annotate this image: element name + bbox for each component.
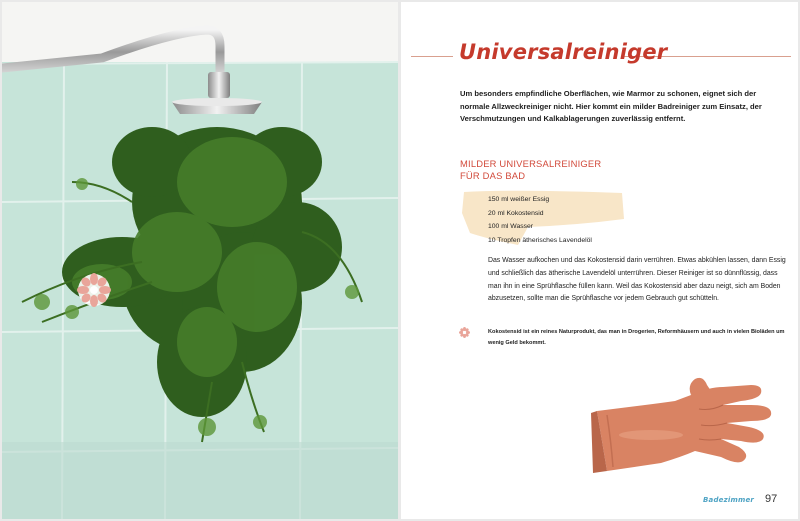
shower-fern-illustration <box>2 2 398 519</box>
list-item: 10 Tropfen ätherisches Lavendelöl <box>488 236 592 244</box>
recipe-title <box>460 158 601 183</box>
glove-illustration <box>591 375 776 485</box>
flower-icon <box>459 327 470 338</box>
intro-paragraph: Um besonders empfindliche Oberflächen, wie Marmor zu schonen, eignet sich der normale Allzweckreiniger nicht. Hier kommt ein milder Badreiniger zum Einsatz, der Verschmutzungen und Kalkablagerungen zuverlässig entfernt. <box>460 89 762 124</box>
list-item: 100 ml Wasser <box>488 223 534 231</box>
page-number: 97 <box>765 493 778 505</box>
footer-section-label: Badezimmer <box>703 496 755 504</box>
photo-shower-fern <box>2 2 398 519</box>
title-rule-left <box>411 56 453 57</box>
page-title: Universalreiniger <box>459 40 668 64</box>
recipe-page <box>401 2 798 519</box>
tip-note: Kokostensid ist ein reines Naturprodukt, das man in Drogerien, Reformhäusern und auch in vielen Bioläden um wenig Geld bekommt. <box>488 329 785 346</box>
recipe-title-line2: FÜR DAS BAD <box>460 170 526 182</box>
list-item: 150 ml weißer Essig <box>488 196 550 203</box>
method-paragraph: Das Wasser aufkochen und das Kokostensid darin verrühren. Etwas abkühlen lassen, dann Essig und schließlich das ätherische Lavendelöl unterrühren. Dieser Reiniger ist so dünnflüssig, dass man ihn in eine Sprühflasche füllen kann. Weil das Kokostensid aber dazu neigt, sich am Boden abzusetzen, sollte man die Sprühflasche vor jedem Gebrauch gut schütteln. <box>488 257 786 303</box>
list-item: 20 ml Kokostensid <box>488 209 544 217</box>
ingredient-list <box>488 193 592 247</box>
recipe-title-line1: MILDER UNIVERSALREINIGER <box>460 158 602 169</box>
